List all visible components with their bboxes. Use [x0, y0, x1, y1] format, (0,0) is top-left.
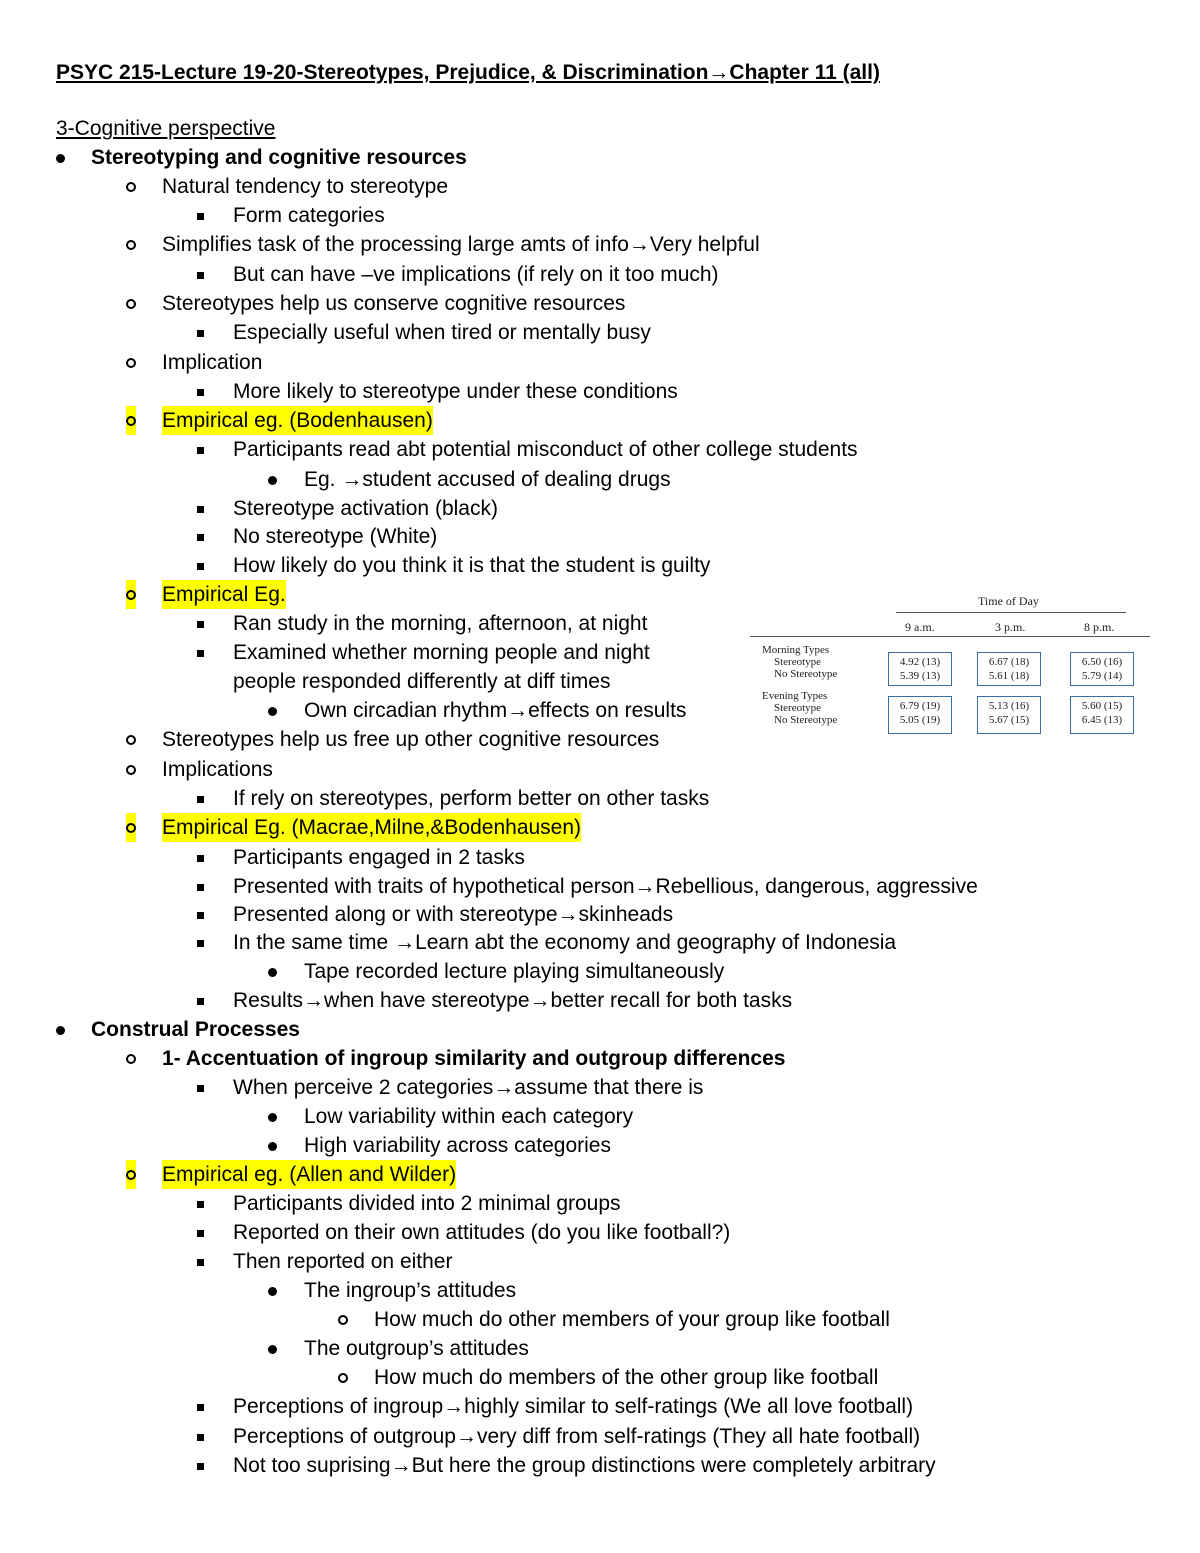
table-cell: [1070, 696, 1134, 734]
bullet-square-icon: [197, 435, 204, 464]
bullet-square-icon: [197, 928, 204, 957]
row-label: No Stereotype: [774, 714, 838, 726]
bullet-square-icon: [197, 318, 204, 347]
list-item-level4: Eg. →student accused of dealing drugs: [304, 468, 671, 491]
bullet-circle-icon: [126, 725, 136, 754]
list-item-level3: Examined whether morning people and night: [233, 641, 650, 664]
table-header: Time of Day: [978, 594, 1039, 608]
row-label: No Stereotype: [774, 668, 838, 680]
list-item-level3-continuation: people responded differently at diff times: [233, 670, 611, 693]
bullet-square-icon: [197, 201, 204, 230]
list-item-level3: How likely do you think it is that the student is guilty: [233, 554, 711, 577]
list-item-level4: The ingroup’s attitudes: [304, 1279, 517, 1302]
bullet-square-icon: [197, 260, 204, 289]
cell-value: 6.67 (18): [988, 656, 1030, 668]
cell-value: 4.92 (13): [899, 656, 941, 668]
list-item-level1: Construal Processes: [91, 1018, 300, 1041]
table-cell: [977, 696, 1041, 734]
bullet-square-icon: [197, 522, 204, 551]
list-item-level2: Stereotypes help us free up other cognitive resources: [162, 728, 660, 751]
bullet-square-icon: [197, 494, 204, 523]
bullet-circle-icon: [126, 755, 136, 784]
cell-value: 5.61 (18): [988, 670, 1030, 682]
list-item-level3: Especially useful when tired or mentally busy: [233, 321, 651, 344]
cell-value: 6.79 (19): [899, 700, 941, 712]
bullet-circle-icon: [338, 1305, 348, 1334]
bullet-dot-icon: [268, 1334, 277, 1363]
bullet-circle-icon: [126, 172, 136, 201]
list-item-level3: Participants divided into 2 minimal groups: [233, 1192, 621, 1215]
list-item-level2: Stereotypes help us conserve cognitive resources: [162, 292, 626, 315]
list-item-level3: Results→when have stereotype→better recall for both tasks: [233, 989, 793, 1012]
list-item-level5: How much do other members of your group like football: [374, 1308, 890, 1331]
cell-value: 5.67 (15): [988, 714, 1030, 726]
bullet-square-icon: [197, 1392, 204, 1421]
list-item-level4: Low variability within each category: [304, 1105, 634, 1128]
list-item-level3: No stereotype (White): [233, 525, 438, 548]
section-heading: 3-Cognitive perspective: [56, 117, 276, 140]
highlighted-example: Empirical eg. (Allen and Wilder): [162, 1160, 456, 1189]
bullet-circle-icon: [126, 580, 136, 609]
list-item-level4: The outgroup’s attitudes: [304, 1337, 529, 1360]
highlighted-example: Empirical Eg.: [162, 580, 286, 609]
list-item-level3: Not too suprising→But here the group distinctions were completely arbitrary: [233, 1454, 936, 1477]
highlighted-example: Empirical Eg. (Macrae,Milne,&Bodenhausen): [162, 813, 581, 842]
cell-value: 6.45 (13): [1081, 714, 1123, 726]
list-item-level5: How much do members of the other group like football: [374, 1366, 879, 1389]
bullet-circle-icon: [126, 289, 136, 318]
bullet-square-icon: [197, 551, 204, 580]
bullet-square-icon: [197, 638, 204, 667]
bullet-circle-icon: [126, 406, 136, 435]
bullet-square-icon: [197, 1218, 204, 1247]
bullet-square-icon: [197, 609, 204, 638]
list-item-level3: Participants read abt potential misconduct of other college students: [233, 438, 858, 461]
divider: [896, 612, 1126, 613]
list-item-level3: Reported on their own attitudes (do you like football?): [233, 1221, 731, 1244]
highlighted-example: Empirical eg. (Bodenhausen): [162, 406, 433, 435]
table-cell: [888, 696, 952, 734]
list-item-level3: Presented with traits of hypothetical person→Rebellious, dangerous, aggressive: [233, 875, 978, 898]
list-item-level4: Own circadian rhythm→effects on results: [304, 699, 687, 722]
bullet-square-icon: [197, 872, 204, 901]
bullet-square-icon: [197, 1247, 204, 1276]
list-item-level3: Form categories: [233, 204, 385, 227]
bullet-square-icon: [197, 1073, 204, 1102]
bullet-dot-icon: [268, 1276, 277, 1305]
row-label: Stereotype: [774, 656, 822, 668]
list-item-level2: Simplifies task of the processing large amts of info→Very helpful: [162, 233, 760, 256]
bullet-square-icon: [197, 784, 204, 813]
bullet-circle-icon: [126, 813, 136, 842]
column-header: 9 a.m.: [905, 620, 935, 634]
row-label: Stereotype: [774, 702, 822, 714]
list-item-level3: Presented along or with stereotype→skinheads: [233, 903, 674, 926]
bullet-dot-icon: [268, 696, 277, 725]
bullet-circle-icon: [126, 1160, 136, 1189]
bullet-dot-icon: [268, 1131, 277, 1160]
list-item-level1: Stereotyping and cognitive resources: [91, 146, 467, 169]
list-item-level3: Participants engaged in 2 tasks: [233, 846, 525, 869]
list-item-level2: Implication: [162, 351, 263, 374]
list-item-level3: More likely to stereotype under these conditions: [233, 380, 678, 403]
column-header: 3 p.m.: [995, 620, 1026, 634]
bullet-circle-icon: [338, 1363, 348, 1392]
cell-value: 5.13 (16): [988, 700, 1030, 712]
results-table-figure: [750, 588, 1150, 733]
list-item-level3: When perceive 2 categories→assume that there is: [233, 1076, 704, 1099]
bullet-dot-icon: [268, 957, 277, 986]
bullet-dot-icon: [268, 465, 277, 494]
list-item-level2: Implications: [162, 758, 273, 781]
list-item-level3: If rely on stereotypes, perform better on other tasks: [233, 787, 710, 810]
bullet-circle-icon: [126, 1044, 136, 1073]
cell-value: 5.60 (15): [1081, 700, 1123, 712]
row-group-label: Morning Types: [762, 644, 830, 656]
cell-value: 5.39 (13): [899, 670, 941, 682]
list-item-level3: Perceptions of outgroup→very diff from self-ratings (They all hate football): [233, 1425, 921, 1448]
bullet-dot-icon: [56, 1015, 65, 1044]
table-cell: [888, 652, 952, 686]
column-header: 8 p.m.: [1084, 620, 1115, 634]
list-item-level3: Ran study in the morning, afternoon, at night: [233, 612, 648, 635]
cell-value: 6.50 (16): [1081, 656, 1123, 668]
list-item-level2: 1- Accentuation of ingroup similarity and outgroup differences: [162, 1047, 786, 1070]
bullet-dot-icon: [56, 143, 65, 172]
list-item-level4: High variability across categories: [304, 1134, 611, 1157]
bullet-circle-icon: [126, 230, 136, 259]
list-item-level3: Stereotype activation (black): [233, 497, 498, 520]
bullet-square-icon: [197, 900, 204, 929]
bullet-square-icon: [197, 986, 204, 1015]
bullet-square-icon: [197, 1422, 204, 1451]
list-item-level2: Natural tendency to stereotype: [162, 175, 449, 198]
cell-value: 5.79 (14): [1081, 670, 1123, 682]
list-item-level4: Tape recorded lecture playing simultaneously: [304, 960, 725, 983]
list-item-level3: In the same time →Learn abt the economy and geography of Indonesia: [233, 931, 897, 954]
bullet-square-icon: [197, 1189, 204, 1218]
list-item-level3: But can have –ve implications (if rely on it too much): [233, 263, 719, 286]
list-item-level3: Perceptions of ingroup→highly similar to self-ratings (We all love football): [233, 1395, 914, 1418]
page-title: PSYC 215-Lecture 19-20-Stereotypes, Prejudice, & Discrimination→Chapter 11 (all): [56, 61, 880, 84]
bullet-square-icon: [197, 377, 204, 406]
bullet-circle-icon: [126, 348, 136, 377]
cell-value: 5.05 (19): [899, 714, 941, 726]
divider: [750, 636, 1150, 637]
bullet-square-icon: [197, 1451, 204, 1480]
table-cell: [977, 652, 1041, 686]
bullet-dot-icon: [268, 1102, 277, 1131]
table-cell: [1070, 652, 1134, 686]
row-group-label: Evening Types: [762, 690, 828, 702]
bullet-square-icon: [197, 843, 204, 872]
list-item-level3: Then reported on either: [233, 1250, 453, 1273]
